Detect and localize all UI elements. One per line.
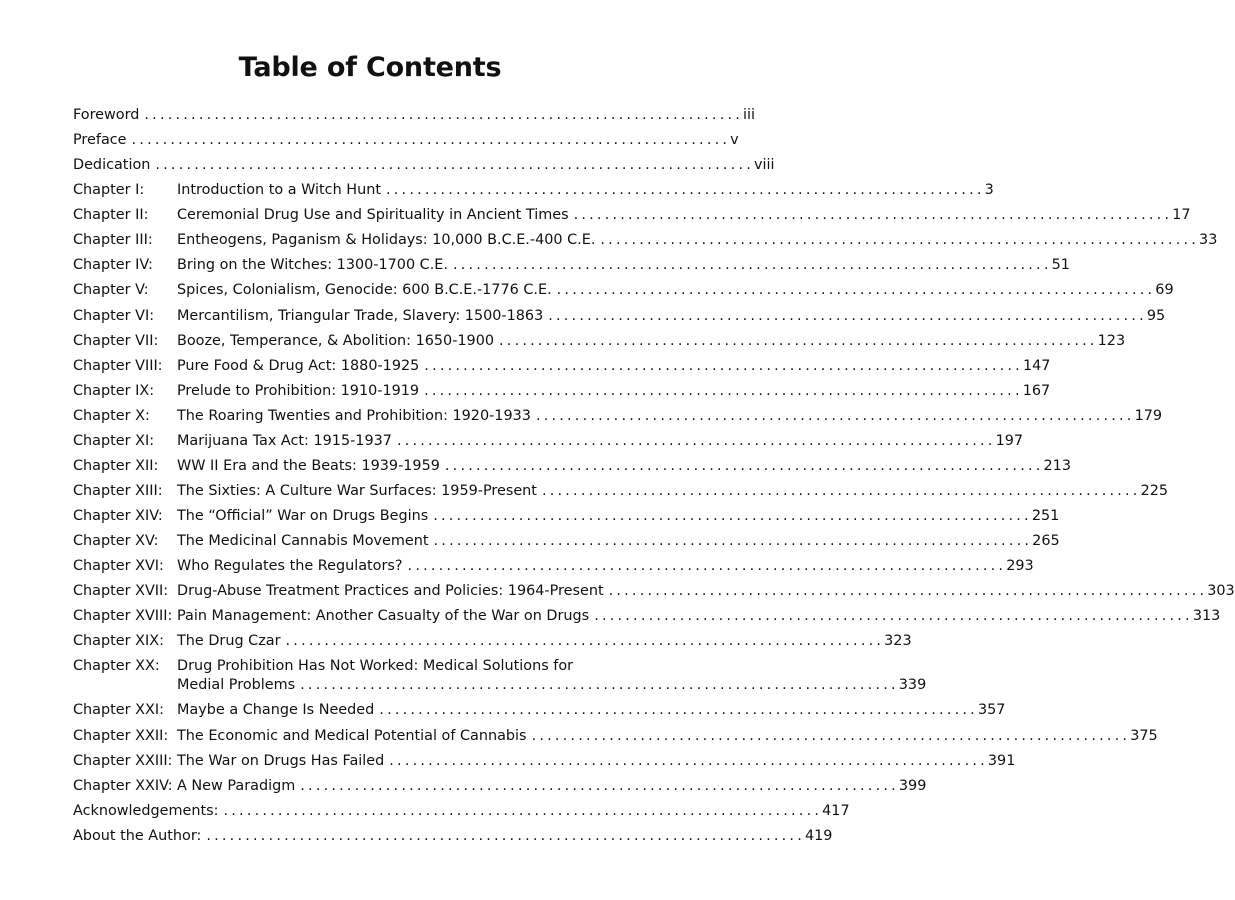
toc-entry[interactable] xyxy=(73,482,1169,501)
dot-leader: ............................................................................. xyxy=(548,307,1147,324)
toc-page-number: 123 xyxy=(1097,332,1126,349)
toc-entry[interactable] xyxy=(73,701,1006,720)
toc-entry-line xyxy=(177,777,927,796)
toc-entry-line xyxy=(73,106,756,125)
toc-entry[interactable] xyxy=(73,827,833,846)
chapter-title: Bring on the Witches: 1300-1700 C.E. xyxy=(177,257,448,274)
toc-entry[interactable] xyxy=(73,156,775,175)
dot-leader: ............................................................................. xyxy=(131,132,731,149)
toc-entry-line xyxy=(177,676,927,695)
chapter-title: The “Official” War on Drugs Begins xyxy=(177,508,429,524)
toc-entry-line xyxy=(177,657,668,676)
chapter-label: Chapter V: xyxy=(73,282,149,299)
toc-entry[interactable] xyxy=(73,507,1060,526)
toc-entry-line xyxy=(177,752,1016,771)
toc-page-number: 17 xyxy=(1172,207,1191,224)
toc-entry-line xyxy=(177,432,1024,451)
toc-entry-line xyxy=(177,557,1034,576)
chapter-label: Chapter IX: xyxy=(73,382,155,399)
toc-entry-line xyxy=(177,632,912,651)
toc-entry-line xyxy=(177,532,1060,551)
dot-leader: ............................................................................. xyxy=(206,827,805,844)
toc-entry[interactable] xyxy=(73,802,850,821)
toc-page-number: 313 xyxy=(1192,608,1221,625)
chapter-title: Entheogens, Paganism & Holidays: 10,000 B.C.E.-400 C.E. xyxy=(177,232,596,249)
dot-leader: ............................................................................. xyxy=(144,107,744,123)
toc-page-number: 399 xyxy=(898,777,927,794)
dot-leader: ............................................................................. xyxy=(386,182,985,199)
chapter-label: Chapter XIV: xyxy=(73,508,163,524)
toc-entry[interactable] xyxy=(73,106,756,125)
chapter-title: The Economic and Medical Potential of Cannabis xyxy=(177,727,527,744)
chapter-label: Chapter XIII: xyxy=(73,482,163,499)
toc-entry-line xyxy=(73,156,775,175)
toc-page-number: 167 xyxy=(1022,382,1051,399)
dot-leader: ............................................................................. xyxy=(433,508,1032,524)
chapter-title-continued: Medial Problems xyxy=(177,677,296,694)
toc-entry-line xyxy=(177,281,1174,300)
toc-page-number: 3 xyxy=(984,182,994,199)
toc-entry[interactable] xyxy=(73,532,1060,551)
toc-page-number: 95 xyxy=(1146,307,1166,324)
chapter-title: Pain Management: Another Casualty of the War on Drugs xyxy=(177,608,590,625)
dot-leader: ............................................................................. xyxy=(285,633,885,650)
chapter-label: Chapter XII: xyxy=(73,457,159,474)
toc-entry-line xyxy=(177,181,994,200)
chapter-label: Chapter IV: xyxy=(73,257,153,274)
chapter-title: The Drug Czar xyxy=(177,633,281,650)
chapter-label: Chapter XVIII: xyxy=(73,608,173,625)
toc-page-number: viii xyxy=(754,157,775,174)
dot-leader: ............................................................................. xyxy=(594,608,1193,625)
chapter-label: Chapter XXI: xyxy=(73,702,164,719)
toc-entry[interactable] xyxy=(73,607,1221,626)
dot-leader: ............................................................................. xyxy=(499,332,1098,349)
toc-entry-line xyxy=(177,607,1221,626)
chapter-label: Chapter I: xyxy=(73,182,145,199)
chapter-title: Spices, Colonialism, Genocide: 600 B.C.E.-1776 C.E. xyxy=(177,282,552,299)
toc-page-number: 213 xyxy=(1043,457,1071,474)
toc-entry-line xyxy=(73,827,833,846)
dot-leader: ............................................................................. xyxy=(535,407,1135,424)
toc-entry[interactable] xyxy=(73,777,927,796)
toc-entry-line xyxy=(177,701,1006,720)
toc-entry[interactable] xyxy=(73,382,1051,401)
toc-entry[interactable] xyxy=(73,752,1016,771)
chapter-label: Chapter VII: xyxy=(73,332,159,349)
dot-leader: ............................................................................. xyxy=(600,232,1200,249)
toc-entry-line xyxy=(177,307,1166,326)
toc-entry[interactable] xyxy=(73,206,1191,225)
toc-page-number: 375 xyxy=(1130,727,1158,744)
chapter-title: Booze, Temperance, & Abolition: 1650-1900 xyxy=(177,332,495,349)
dot-leader: ............................................................................. xyxy=(300,677,899,694)
toc-entry-line xyxy=(177,206,1191,225)
chapter-label: Chapter XX: xyxy=(73,658,160,675)
toc-page-number: 339 xyxy=(898,677,927,694)
toc-entry-label: Acknowledgements: xyxy=(73,802,219,819)
toc-entry-line xyxy=(177,407,1163,426)
toc-page-number: 357 xyxy=(977,702,1006,719)
toc-page-number: 69 xyxy=(1155,282,1174,299)
dot-leader: ............................................................................. xyxy=(424,357,1023,374)
toc-entry-line xyxy=(177,231,1218,250)
chapter-title: Who Regulates the Regulators? xyxy=(177,558,403,575)
chapter-label: Chapter XIX: xyxy=(73,633,164,650)
dot-leader: ............................................................................. xyxy=(452,257,1052,274)
toc-entry[interactable] xyxy=(73,582,1235,601)
toc-entry-label: About the Author: xyxy=(73,827,202,844)
toc-entry[interactable] xyxy=(73,407,1163,426)
chapter-label: Chapter XVI: xyxy=(73,558,164,575)
page-title: Table of Contents xyxy=(238,52,502,83)
dot-leader: ............................................................................. xyxy=(444,457,1044,474)
toc-page-number: v xyxy=(730,132,739,149)
toc-entry-line xyxy=(177,727,1158,746)
toc-entry-line xyxy=(177,482,1169,501)
toc-page-number: 265 xyxy=(1032,533,1060,550)
toc-entry[interactable] xyxy=(73,727,1158,746)
toc-entry-line xyxy=(177,457,1071,476)
dot-leader: ............................................................................. xyxy=(407,558,1007,575)
toc-entry-line xyxy=(177,332,1126,351)
chapter-label: Chapter II: xyxy=(73,207,149,224)
toc-entry[interactable] xyxy=(73,557,1034,576)
dot-leader: ............................................................................. xyxy=(433,533,1033,550)
dot-leader: ............................................................................. xyxy=(300,777,899,794)
chapter-label: Chapter VIII: xyxy=(73,357,163,374)
chapter-label: Chapter XXIV: xyxy=(73,777,173,794)
chapter-label: Chapter XV: xyxy=(73,533,159,550)
chapter-title: WW II Era and the Beats: 1939-1959 xyxy=(177,457,440,474)
chapter-label: Chapter XXIII: xyxy=(73,752,173,769)
dot-leader: ............................................................................. xyxy=(379,702,978,719)
toc-page-number: 251 xyxy=(1031,508,1060,524)
toc-page-number: 197 xyxy=(995,432,1024,449)
chapter-label: Chapter XXII: xyxy=(73,727,169,744)
chapter-title: Maybe a Change Is Needed xyxy=(177,702,375,719)
toc-entry[interactable] xyxy=(73,357,1051,376)
chapter-label: Chapter III: xyxy=(73,232,153,249)
toc-page-number: 179 xyxy=(1134,407,1163,424)
dot-leader: ............................................................................. xyxy=(573,207,1173,224)
toc-entry-line xyxy=(177,582,1235,601)
toc-entry-line xyxy=(177,357,1051,376)
chapter-title: The War on Drugs Has Failed xyxy=(177,752,385,769)
chapter-title: The Medicinal Cannabis Movement xyxy=(177,533,429,550)
toc-entry-label: Foreword xyxy=(73,107,140,123)
toc-entry-label: Preface xyxy=(73,132,127,149)
toc-page-number: 419 xyxy=(805,827,833,844)
chapter-label: Chapter X: xyxy=(73,407,150,424)
toc-entry-line xyxy=(73,802,850,821)
chapter-title: Marijuana Tax Act: 1915-1937 xyxy=(177,432,392,449)
dot-leader: ............................................................................. xyxy=(223,802,823,819)
toc-entry-line xyxy=(177,507,1060,526)
dot-leader: ............................................................................. xyxy=(389,752,988,769)
toc-entry[interactable] xyxy=(73,632,912,651)
chapter-label: Chapter XI: xyxy=(73,432,155,449)
toc-entry[interactable] xyxy=(73,181,994,200)
toc-entry[interactable] xyxy=(73,457,1071,476)
dot-leader: ............................................................................. xyxy=(155,157,755,174)
chapter-title: Pure Food & Drug Act: 1880-1925 xyxy=(177,357,420,374)
toc-page-number: iii xyxy=(743,107,756,123)
toc-entry[interactable] xyxy=(73,332,1126,351)
chapter-title: Ceremonial Drug Use and Spirituality in Ancient Times xyxy=(177,207,569,224)
toc-list xyxy=(73,106,1235,852)
toc-entry[interactable] xyxy=(73,131,739,150)
dot-leader: ............................................................................. xyxy=(531,727,1131,744)
toc-entry[interactable] xyxy=(73,307,1166,326)
dot-leader: ............................................................................. xyxy=(608,583,1208,600)
toc-page-number: 225 xyxy=(1140,482,1169,499)
toc-entry-line xyxy=(177,382,1051,401)
toc-page-number: 51 xyxy=(1051,257,1070,274)
toc-page-number: 417 xyxy=(822,802,850,819)
chapter-title: Introduction to a Witch Hunt xyxy=(177,182,381,199)
chapter-title: Prelude to Prohibition: 1910-1919 xyxy=(177,382,420,399)
toc-entry[interactable] xyxy=(73,231,1218,250)
toc-page-number: 323 xyxy=(884,633,912,650)
chapter-title: Mercantilism, Triangular Trade, Slavery: 1500-1863 xyxy=(177,307,544,324)
chapter-label: Chapter XVII: xyxy=(73,583,169,600)
toc-entry-line xyxy=(73,131,739,150)
toc-page-number: 147 xyxy=(1022,357,1051,374)
toc-page-number: 293 xyxy=(1006,558,1034,575)
dot-leader: ............................................................................. xyxy=(541,482,1141,499)
chapter-title: Drug Prohibition Has Not Worked: Medical Solutions for xyxy=(177,658,574,675)
toc-page-number: 33 xyxy=(1199,232,1218,249)
dot-leader: ............................................................................. xyxy=(396,432,996,449)
toc-entry-line xyxy=(177,256,1070,275)
toc-entry[interactable] xyxy=(73,256,1070,275)
chapter-label: Chapter VI: xyxy=(73,307,155,324)
toc-page-number: 303 xyxy=(1207,583,1235,600)
toc-entry[interactable] xyxy=(73,657,927,695)
chapter-title: The Roaring Twenties and Prohibition: 1920-1933 xyxy=(177,407,531,424)
chapter-title: A New Paradigm xyxy=(177,777,296,794)
dot-leader: ............................................................................. xyxy=(556,282,1156,299)
chapter-title: Drug-Abuse Treatment Practices and Policies: 1964-Present xyxy=(177,583,604,600)
toc-entry-label: Dedication xyxy=(73,157,151,174)
toc-entry[interactable] xyxy=(73,281,1174,300)
toc-page-number: 391 xyxy=(987,752,1016,769)
chapter-title: The Sixties: A Culture War Surfaces: 1959-Present xyxy=(177,482,537,499)
dot-leader: ............................................................................. xyxy=(424,382,1023,399)
toc-entry[interactable] xyxy=(73,432,1024,451)
